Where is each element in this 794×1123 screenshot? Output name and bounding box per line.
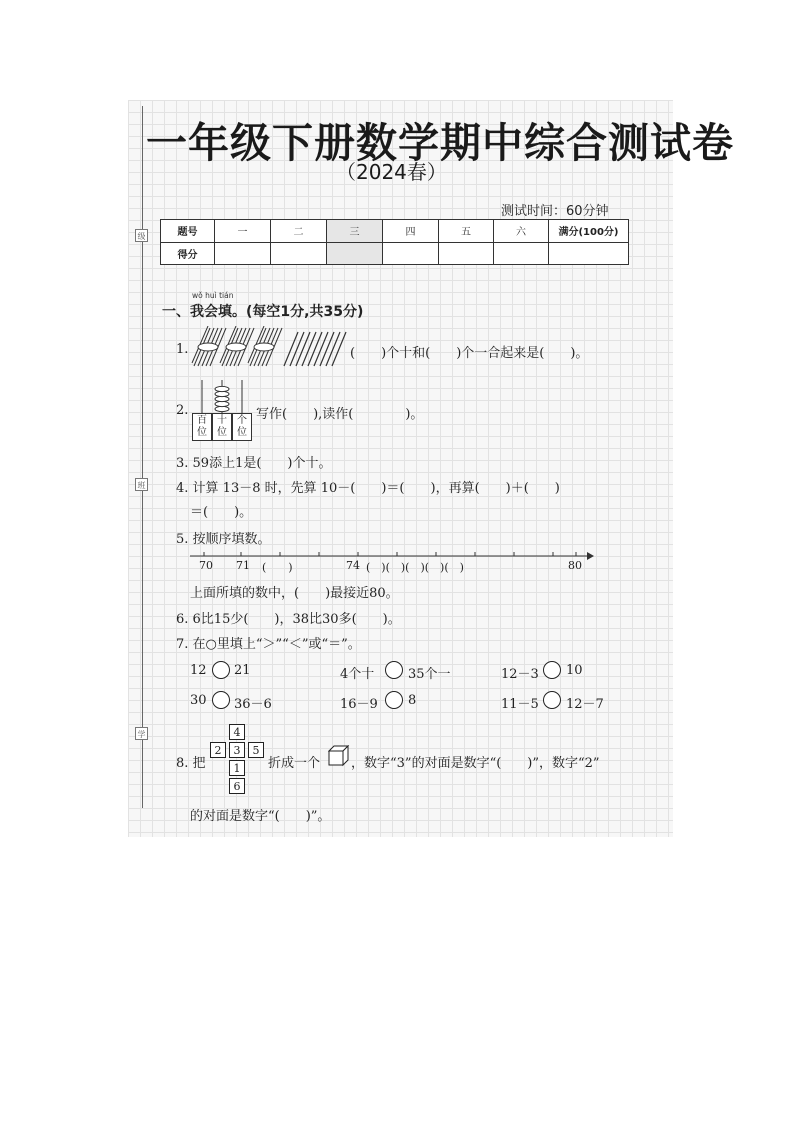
comparison-circle[interactable] xyxy=(543,691,561,709)
single-sticks-icon xyxy=(284,332,346,366)
stick-bundle-icon xyxy=(248,326,282,366)
binding-line xyxy=(142,106,143,808)
exam-subtitle: （2024春） xyxy=(336,160,447,184)
number-line-blank[interactable]: ( )( )( )( )( ) xyxy=(366,561,464,574)
table-header-cell: 三 xyxy=(327,220,383,243)
question-text: 6. 6比15少( )，38比30多( )。 xyxy=(176,612,401,627)
table-header-cell: 四 xyxy=(383,220,439,243)
place-value-label: 百位 xyxy=(192,413,212,441)
comparison-circle[interactable] xyxy=(212,661,230,679)
cube-icon xyxy=(328,745,350,767)
abacus-icon xyxy=(192,380,254,414)
question-text: ，数字“3”的对面是数字“( )”，数字“2” xyxy=(351,756,600,771)
comparison-left: 4个十 xyxy=(340,667,375,682)
question-text: 的对面是数字“( )”。 xyxy=(190,809,331,824)
comparison-circle[interactable] xyxy=(385,661,403,679)
binding-mark: 学 xyxy=(135,727,148,740)
comparison-right: 36－6 xyxy=(234,697,272,712)
comparison-right: 35个一 xyxy=(408,667,451,682)
score-cell[interactable] xyxy=(549,242,629,265)
place-value-label: 个位 xyxy=(232,413,252,441)
table-header-cell: 六 xyxy=(494,220,549,243)
score-table-header-row xyxy=(161,220,629,243)
comparison-circle[interactable] xyxy=(543,661,561,679)
question-text: 写作( ),读作( )。 xyxy=(256,407,424,422)
comparison-left: 16－9 xyxy=(340,697,378,712)
number-line-label: 74 xyxy=(346,559,360,572)
question-number: 1. xyxy=(176,342,189,357)
net-cell: 5 xyxy=(248,742,264,758)
comparison-right: 10 xyxy=(566,663,583,678)
comparison-right: 8 xyxy=(408,693,417,708)
comparison-left: 11－5 xyxy=(501,697,539,712)
exam-title: 一年级下册数学期中综合测试卷 xyxy=(146,119,734,167)
table-header-cell: 一 xyxy=(215,220,271,243)
question-text: 4. 计算 13－8 时，先算 10－( )＝( )，再算( )＋( ) xyxy=(176,481,560,496)
question-text: 7. 在○里填上“＞”“＜”或“＝”。 xyxy=(176,637,361,652)
score-cell[interactable] xyxy=(383,242,439,265)
section-pinyin: wǒ huì tián xyxy=(192,291,234,300)
comparison-left: 12－3 xyxy=(501,667,539,682)
number-line-blank[interactable]: ( ) xyxy=(262,561,293,574)
score-cell[interactable] xyxy=(439,242,494,265)
question-number: 2. xyxy=(176,403,189,418)
comparison-circle[interactable] xyxy=(212,691,230,709)
net-cell: 1 xyxy=(229,760,245,776)
section-title: 一、我会填。(每空1分,共35分) xyxy=(162,304,364,320)
score-cell[interactable] xyxy=(327,242,383,265)
net-cell: 4 xyxy=(229,724,245,740)
net-cell: 2 xyxy=(210,742,226,758)
score-table xyxy=(160,219,629,265)
score-table-score-row xyxy=(161,242,629,265)
question-text: 8. 把 xyxy=(176,756,206,771)
table-header-cell: 题号 xyxy=(161,220,215,243)
question-text: 上面所填的数中，( )最接近80。 xyxy=(190,586,399,601)
binding-mark: 班 xyxy=(135,478,148,491)
table-header-cell: 满分(100分) xyxy=(549,220,629,243)
net-cell: 3 xyxy=(229,742,245,758)
comparison-circle[interactable] xyxy=(385,691,403,709)
question-text: ( )个十和( )个一合起来是( )。 xyxy=(350,346,589,361)
comparison-right: 21 xyxy=(234,663,251,678)
comparison-left: 30 xyxy=(190,693,207,708)
question-text: 折成一个 xyxy=(268,756,321,771)
comparison-left: 12 xyxy=(190,663,207,678)
number-line-label: 80 xyxy=(568,559,582,572)
stick-bundles-illustration xyxy=(190,326,350,370)
question-text: ＝( )。 xyxy=(190,505,253,520)
question-text: 3. 59添上1是( )个十。 xyxy=(176,456,332,471)
place-value-label: 十位 xyxy=(212,413,232,441)
table-header-cell: 五 xyxy=(439,220,494,243)
table-header-cell: 二 xyxy=(271,220,327,243)
number-line-label: 71 xyxy=(236,559,250,572)
comparison-right: 12－7 xyxy=(566,697,604,712)
score-cell[interactable] xyxy=(215,242,271,265)
net-cell: 6 xyxy=(229,778,245,794)
score-cell[interactable] xyxy=(271,242,327,265)
number-line-label: 70 xyxy=(199,559,213,572)
table-row-label: 得分 xyxy=(161,242,215,265)
question-text: 5. 按顺序填数。 xyxy=(176,532,271,547)
binding-mark: 级 xyxy=(135,229,148,242)
test-time: 测试时间：60分钟 xyxy=(501,204,609,219)
score-cell[interactable] xyxy=(494,242,549,265)
